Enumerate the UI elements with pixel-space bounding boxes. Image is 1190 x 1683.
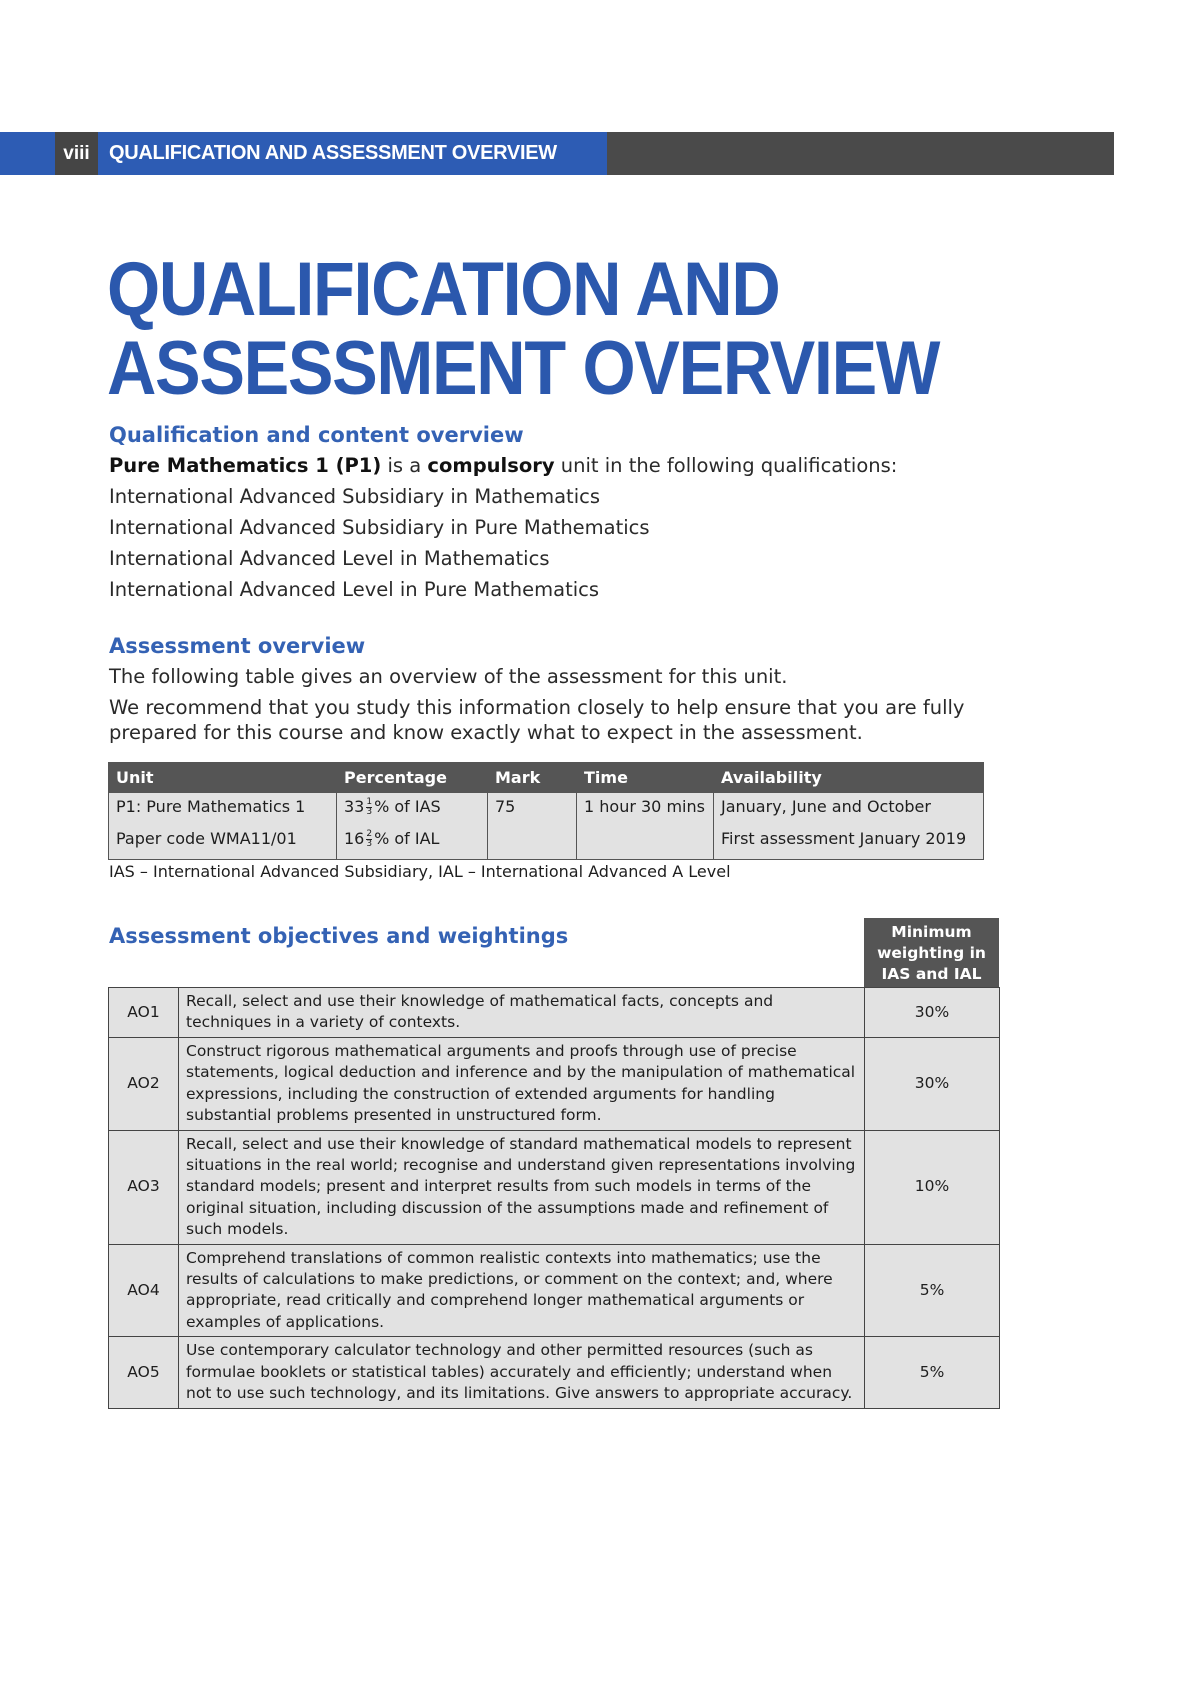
qualification-item: International Advanced Subsidiary in Pure Mathematics — [109, 516, 650, 539]
page-title-line-1: QUALIFICATION AND — [107, 247, 780, 332]
weighting-header-line: IAS and IAL — [881, 964, 982, 983]
assessment-intro: The following table gives an overview of the assessment for this unit. — [109, 665, 788, 688]
running-header — [0, 132, 1114, 175]
page-title — [107, 247, 940, 411]
qualification-intro — [109, 453, 897, 478]
objective-code: AO4 — [109, 1244, 179, 1337]
objective-row — [109, 1038, 1000, 1131]
running-title: QUALIFICATION AND ASSESSMENT OVERVIEW — [109, 142, 557, 164]
pct-rest: % of IAS — [374, 797, 441, 816]
objective-description: Recall, select and use their knowledge of standard mathematical models to represent situations in the real world; recognise and understand given representations involving standard models; present and interpret results from such models in terms of the original situation, including discussion of the assumptions made and refinement of such models. — [179, 1130, 865, 1244]
assessment-heading: Assessment overview — [109, 634, 366, 658]
objective-code: AO2 — [109, 1038, 179, 1131]
unit-name: Pure Mathematics 1 (P1) — [109, 454, 382, 477]
col-header-mark: Mark — [488, 763, 577, 793]
fraction — [366, 798, 372, 817]
objective-row — [109, 988, 1000, 1038]
qualification-item: International Advanced Level in Mathematics — [109, 547, 550, 570]
fraction — [366, 830, 372, 849]
fraction-denominator: 3 — [366, 839, 373, 849]
pct-whole: 33 — [344, 797, 365, 816]
col-header-time: Time — [577, 763, 714, 793]
col-header-percentage: Percentage — [337, 763, 488, 793]
pct-whole: 16 — [344, 829, 365, 848]
cell-availability: First assessment January 2019 — [714, 825, 984, 860]
objective-code: AO5 — [109, 1337, 179, 1408]
fraction-numerator: 2 — [366, 829, 373, 839]
cell-mark — [488, 825, 577, 860]
objective-weighting: 5% — [865, 1337, 1000, 1408]
assessment-recommendation: We recommend that you study this information closely to help ensure that you are fully prepared for this course and know exactly what to expect in the assessment. — [109, 696, 965, 744]
table-footnote: IAS – International Advanced Subsidiary, IAL – International Advanced A Level — [109, 862, 731, 881]
intro-rest: unit in the following qualifications: — [560, 454, 898, 477]
cell-percentage — [337, 825, 488, 860]
table-row — [109, 825, 984, 860]
col-header-availability: Availability — [714, 763, 984, 793]
intro-is-a: is a — [387, 454, 422, 477]
objective-description: Use contemporary calculator technology and other permitted resources (such as formulae booklets or statistical tables) accurately and efficiently; understand when not to use such technology, and its limitations. Give answers to appropriate accuracy. — [179, 1337, 865, 1408]
objective-code: AO3 — [109, 1130, 179, 1244]
objectives-heading: Assessment objectives and weightings — [109, 924, 569, 948]
page-number: viii — [55, 132, 98, 175]
objective-code: AO1 — [109, 988, 179, 1038]
objective-row — [109, 1337, 1000, 1408]
cell-unit: P1: Pure Mathematics 1 — [109, 793, 337, 826]
objective-description: Construct rigorous mathematical arguments and proofs through use of precise statements, logical deduction and inference and by the manipulation of mathematical expressions, including the construction of extended arguments for handling substantial problems presented in unstructured form. — [179, 1038, 865, 1131]
pct-rest: % of IAL — [374, 829, 440, 848]
objective-weighting: 5% — [865, 1244, 1000, 1337]
fraction-numerator: 1 — [366, 797, 373, 807]
objective-weighting: 10% — [865, 1130, 1000, 1244]
cell-unit: Paper code WMA11/01 — [109, 825, 337, 860]
cell-percentage — [337, 793, 488, 826]
table-row — [109, 793, 984, 826]
page-title-line-2: ASSESSMENT OVERVIEW — [107, 326, 940, 411]
compulsory-word: compulsory — [427, 454, 555, 477]
col-header-unit: Unit — [109, 763, 337, 793]
objective-row — [109, 1130, 1000, 1244]
cell-availability: January, June and October — [714, 793, 984, 826]
weighting-header-line: Minimum — [891, 922, 972, 941]
qualification-item: International Advanced Level in Pure Mathematics — [109, 578, 600, 601]
qualification-item: International Advanced Subsidiary in Mathematics — [109, 485, 601, 508]
assessment-table — [108, 762, 984, 860]
fraction-denominator: 3 — [366, 807, 373, 817]
objective-weighting: 30% — [865, 1038, 1000, 1131]
qualification-heading: Qualification and content overview — [109, 423, 524, 447]
objective-description: Recall, select and use their knowledge of mathematical facts, concepts and techniques in a variety of contexts. — [179, 988, 865, 1038]
objective-row — [109, 1244, 1000, 1337]
weighting-header — [864, 918, 999, 988]
objective-description: Comprehend translations of common realistic contexts into mathematics; use the results of calculations to make predictions, or comment on the context; and, where appropriate, read critically and comprehend longer mathematical arguments or examples of applications. — [179, 1244, 865, 1337]
objective-weighting: 30% — [865, 988, 1000, 1038]
cell-time — [577, 825, 714, 860]
cell-time: 1 hour 30 mins — [577, 793, 714, 826]
assessment-table-header — [109, 763, 984, 793]
cell-mark: 75 — [488, 793, 577, 826]
objectives-table — [108, 987, 1000, 1409]
weighting-header-line: weighting in — [877, 943, 986, 962]
